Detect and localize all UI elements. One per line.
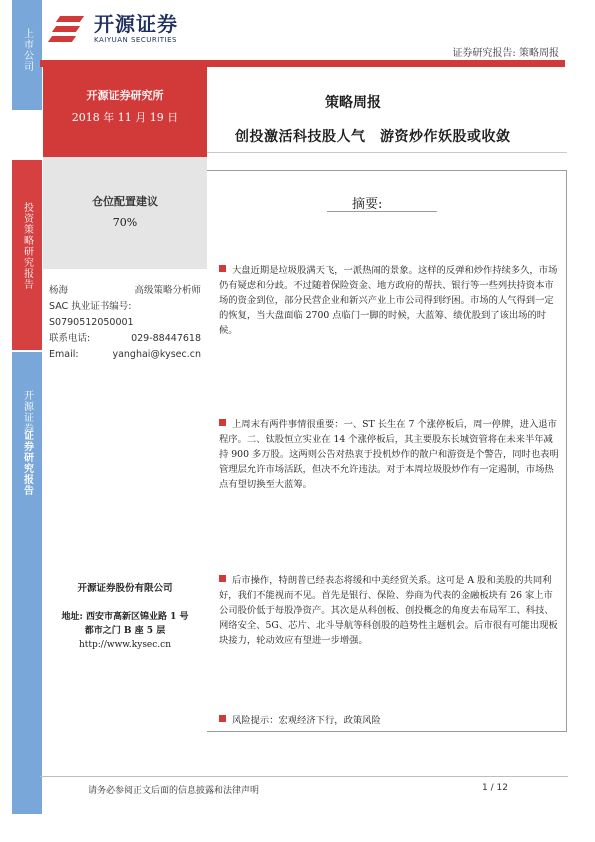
company-address-1: 地址: 西安市高新区锦业路 1 号 [61, 612, 189, 622]
institute-name: 开源证券研究所 [86, 89, 164, 102]
analyst-name: 杨海 [49, 285, 69, 296]
risk-warning: 风险提示：宏观经济下行，政策风险 [219, 713, 559, 728]
bullet-icon [219, 419, 226, 426]
summary-paragraph: 上周末有两件事情很重要：一、ST 长生在 7 个涨停板后，周一停牌，进入退市程序。二、钛股恒立实业在 14 个涨停板后，其主要股东长城资管将在未来半年减持 900 多万股。这两则公告对热衷于投机炒作的散户和游资是个警告，同时也表明管理层允许市场活跃，但决不允许违法。对于本周垃圾股炒作有一定遏制，市场热点有望切换至大蓝筹。 [219, 419, 559, 490]
summary-paragraph: 后市操作，特朗普已经表态将缓和中美经贸关系。这可是 A 股和美股的共同利好，我们不能视而不见。首先是银行、保险、券商为代表的金融板块有 26 家上市公司股价低于每股净资产。其次是从科创板、创投概念的角度去布局军工、科技、网络安全、5G、芯片、北斗导航等科创股的趋势性主题机会。后市很有可能出现板块接力，轮动效应有望进一步增强。 [219, 575, 558, 646]
allocation-value: 70% [112, 216, 138, 229]
summary-panel [207, 170, 567, 732]
footer-disclaimer: 请务必参阅正文后面的信息披露和法律声明 [88, 786, 260, 796]
report-date: 2018 年 11 月 19 日 [71, 111, 179, 124]
bullet-icon [219, 575, 226, 582]
cert-number: S0790512050001 [49, 317, 134, 328]
company-address-2: 都市之门 B 座 5 层 [84, 626, 166, 636]
logo-name-cn: 开源证券 [94, 12, 178, 36]
summary-title: 摘要: [352, 197, 383, 212]
phone-number: 029-88447618 [131, 333, 201, 344]
report-title: 策略周报 [325, 95, 381, 111]
company-info [43, 582, 207, 652]
allocation-box [43, 157, 207, 269]
left-column [43, 157, 207, 363]
summary-paragraph: 大盘近期是垃圾股满天飞，一派热闹的景象。这样的反弹和炒作持续多久，市场仍有疑虑和分歧。不过随着保险资金、地方政府的帮扶、银行等一些列扶持资本市场的资金到位，部分民营企业和新兴产业上市公司得到纾困。市场的人气得到一定的恢复，当大盘面临 2700 点临门一脚的时候，大蓝筹、绩优股到了该出场的时候。 [219, 265, 558, 336]
company-name: 开源证券股份有限公司 [77, 583, 173, 594]
page-number: 1 / 12 [482, 783, 508, 793]
phone-label: 联系电话: [49, 333, 91, 344]
analyst-position: 高级策略分析师 [134, 285, 201, 296]
date-box [43, 67, 207, 157]
sidebar-bottom-label-1: 开源证券 [21, 390, 33, 434]
analyst-info [43, 269, 207, 363]
summary-title-underline [327, 211, 437, 212]
company-logo [50, 14, 178, 44]
sidebar-top-block [12, 0, 42, 110]
company-website[interactable]: http://www.kysec.cn [78, 640, 171, 650]
footer-divider [40, 776, 568, 777]
report-type: 证券研究报告: 策略周报 [452, 48, 559, 59]
email-label: Email: [49, 349, 79, 360]
sidebar-mid-block [12, 160, 42, 350]
sidebar-top-label: 上市公司 [21, 28, 33, 72]
title-divider [207, 152, 567, 153]
bullet-icon [219, 715, 226, 722]
cert-label: SAC 执业证书编号: [49, 301, 132, 312]
logo-mark-icon [50, 14, 88, 44]
sidebar-bottom-label-2: 证券研究报告 [21, 430, 33, 496]
sidebar-bottom-block [12, 352, 42, 814]
report-subtitle: 创投激活科技股人气 游资炒作妖股或收敛 [235, 129, 511, 145]
allocation-title: 仓位配置建议 [92, 195, 158, 208]
header-divider [40, 60, 565, 67]
logo-name-en: KAIYUAN SECURITIES [94, 36, 177, 44]
email-address[interactable]: yanghai@kysec.cn [112, 349, 201, 360]
sidebar-mid-label: 投资策略研究报告 [21, 202, 33, 290]
bullet-icon [219, 265, 226, 272]
